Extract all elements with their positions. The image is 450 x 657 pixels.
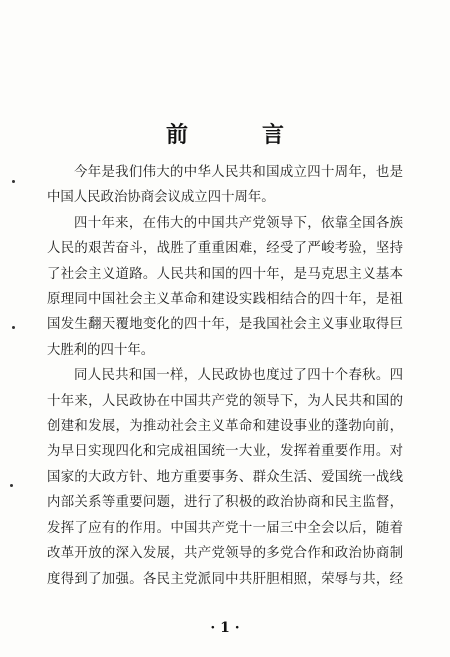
text-line: 大胜利的四十年。 (47, 342, 155, 358)
text-line: 国家的大政方针、地方重要事务、群众生活、爱国统一战线 (47, 469, 403, 485)
text-line: 度得到了加强。各民主党派同中共肝胆相照，荣辱与共，经 (47, 571, 403, 587)
text-line: 四十年来，在伟大的中国共产党领导下，依靠全国各族 (74, 215, 403, 231)
text-line: 发挥了应有的作用。中国共产党十一届三中全会以后，随着 (47, 520, 403, 536)
margin-dot (12, 326, 15, 329)
margin-dot (10, 484, 13, 487)
text-line: 内部关系等重要问题，进行了积极的政治协商和民主监督， (47, 495, 403, 511)
text-line: 今年是我们伟大的中华人民共和国成立四十周年，也是 (74, 165, 403, 180)
text-line: 创建和发展，为推动社会主义革命和建设事业的蓬勃向前， (47, 419, 403, 435)
text-line: 十年来，人民政协在中国共产党的领导下，为人民共和国的 (47, 393, 403, 409)
text-line: 改革开放的深入发展，共产党领导的多党合作和政治协商制 (47, 546, 403, 562)
text-line: 国发生翻天覆地变化的四十年，是我国社会主义事业取得巨 (47, 317, 403, 333)
margin-dot (12, 180, 15, 183)
text-line: 了社会主义道路。人民共和国的四十年，是马克思主义基本 (47, 266, 403, 282)
text-line: 原理同中国社会主义革命和建设实践相结合的四十年，是祖 (47, 292, 403, 308)
body-text (47, 160, 403, 592)
page-number: · 1 · (210, 620, 240, 636)
paragraph-1 (47, 160, 403, 211)
text-line: 中国人民政治协商会议成立四十周年。 (47, 190, 275, 206)
paragraph-2 (47, 211, 403, 363)
text-line: 人民的艰苦奋斗，战胜了重重困难，经受了严峻考验，坚持 (47, 241, 403, 257)
page-title: 前 言 (165, 122, 310, 148)
text-line: 同人民共和国一样，人民政协也度过了四十个春秋。四 (74, 368, 403, 384)
paragraph-3 (47, 363, 403, 592)
text-line: 为早日实现四化和完成祖国统一大业，发挥着重要作用。对 (47, 444, 403, 460)
